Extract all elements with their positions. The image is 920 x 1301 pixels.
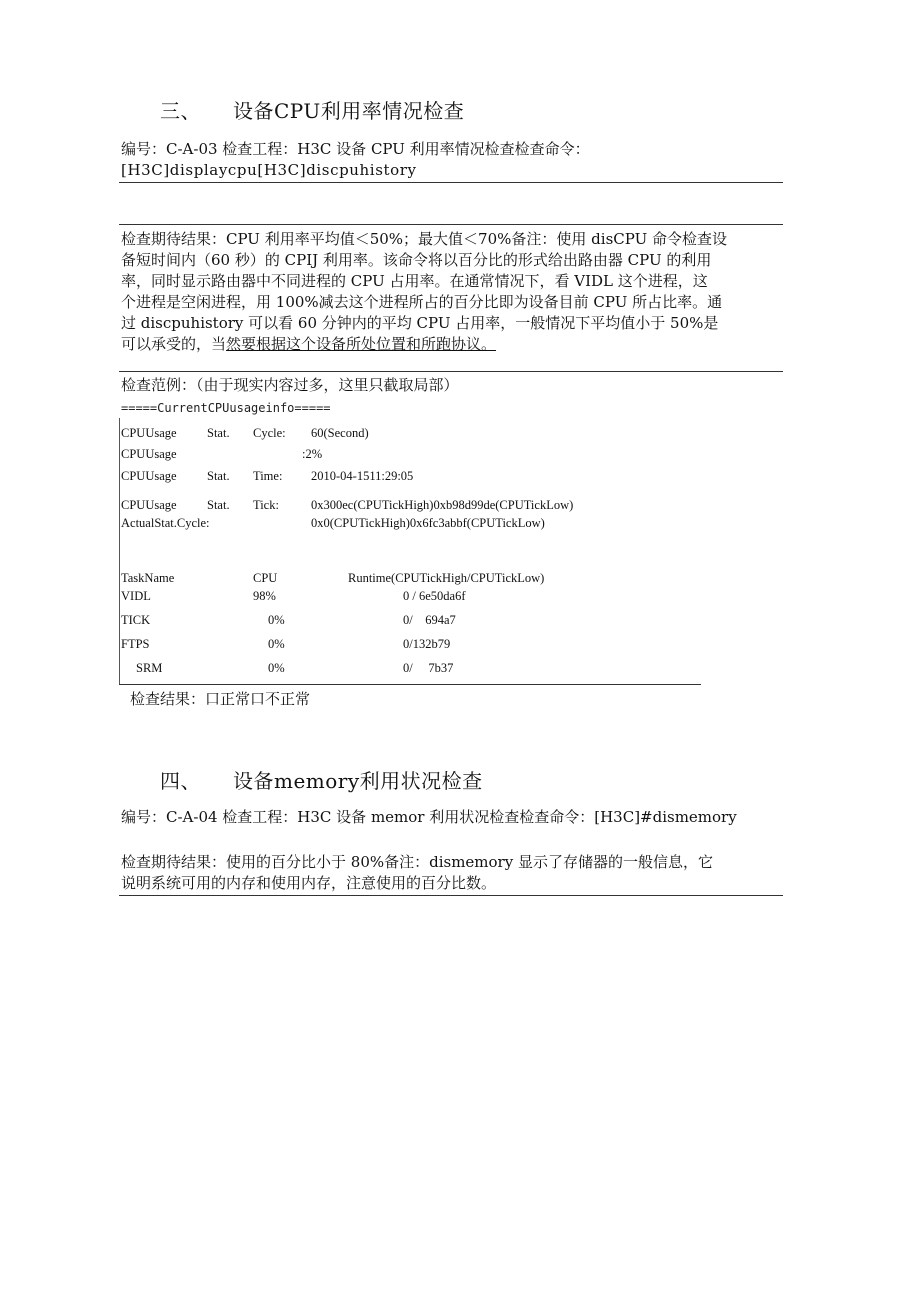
task-runtime: 0/ 694a7 bbox=[403, 613, 456, 627]
task-runtime: 0 / 6e50da6f bbox=[403, 589, 466, 603]
section3-example-label: 检查范例：（由于现实内容过多，这里只截取局部） bbox=[121, 376, 459, 394]
console-label: ActualStat.Cycle: bbox=[121, 516, 210, 530]
expected-last-underlined: 然要根据这个设备所处位置和所跑协议。 bbox=[226, 335, 497, 353]
expected-line: 个进程是空闲进程，用 100%减去这个进程所占的百分比即为设备目前 CPU 所占比率。通 bbox=[121, 293, 723, 311]
console-label: Stat. bbox=[207, 426, 230, 440]
expected-line: 检查期待结果：使用的百分比小于 80%备注：dismemory 显示了存储器的一般信息，它 bbox=[121, 853, 713, 871]
console-value: 60(Second) bbox=[311, 426, 369, 440]
console-label: Cycle: bbox=[253, 426, 286, 440]
divider bbox=[119, 182, 783, 183]
console-label: CPUUsage bbox=[121, 469, 177, 483]
expected-line: 说明系统可用的内存和使用内存，注意使用的百分比数。 bbox=[121, 874, 497, 892]
expected-line: 备短时间内（60 秒）的 CPIJ 利用率。该命令将以百分比的形式给出路由器 CPU 的利用 bbox=[121, 251, 712, 269]
task-name: VIDL bbox=[121, 589, 151, 603]
task-name: FTPS bbox=[121, 637, 150, 651]
section3-info-line2: [H3C]displaycpu[H3C]discpuhistory bbox=[121, 161, 417, 179]
console-value: 0x300ec(CPUTickHigh)0xb98d99de(CPUTickLow) bbox=[311, 498, 574, 512]
console-label: CPUUsage bbox=[121, 426, 177, 440]
divider bbox=[119, 895, 783, 896]
section4-title: 设备memory利用状况检查 bbox=[233, 769, 483, 793]
console-label: CPUUsage bbox=[121, 447, 177, 461]
task-column-header: Runtime(CPUTickHigh/CPUTickLow) bbox=[348, 571, 545, 585]
task-column-header: CPU bbox=[253, 571, 278, 585]
expected-line: 率，同时显示路由器中不同进程的 CPU 占用率。在通常情况下，看 VIDL 这个进程，这 bbox=[121, 272, 708, 290]
console-label: Time: bbox=[253, 469, 283, 483]
expected-line: 过 discpuhistory 可以看 60 分钟内的平均 CPU 占用率，一般情况下平均值小于 50%是 bbox=[121, 314, 719, 332]
console-label: Stat. bbox=[207, 469, 230, 483]
console-border-left bbox=[119, 418, 120, 684]
console-header: =====CurrentCPUusageinfo===== bbox=[121, 401, 331, 415]
console-value: 2010-04-1511:29:05 bbox=[311, 469, 414, 483]
task-cpu: 0% bbox=[268, 661, 285, 675]
task-name: TICK bbox=[121, 613, 151, 627]
section3-number: 三、 bbox=[160, 99, 201, 123]
section3-result: 检查结果：口正常口不正常 bbox=[130, 690, 311, 708]
expected-last-plain: 可以承受的，当 bbox=[121, 335, 227, 353]
section4-expected-text bbox=[121, 852, 781, 894]
task-cpu: 0% bbox=[268, 637, 285, 651]
task-cpu: 0% bbox=[268, 613, 285, 627]
section4-number: 四、 bbox=[160, 769, 201, 793]
console-value: 0x0(CPUTickHigh)0x6fc3abbf(CPUTickLow) bbox=[311, 516, 545, 530]
task-name: SRM bbox=[136, 661, 163, 675]
task-column-header: TaskName bbox=[121, 571, 175, 585]
divider bbox=[119, 224, 783, 225]
console-label: Tick: bbox=[253, 498, 279, 512]
expected-line: 检查期待结果：CPU 利用率平均值＜50%；最大值＜70%备注：使用 disCPU 命令检查设 bbox=[121, 230, 727, 248]
console-label: Stat. bbox=[207, 498, 230, 512]
expected-line-last bbox=[121, 334, 781, 355]
task-cpu: 98% bbox=[253, 589, 276, 603]
console-label: CPUUsage bbox=[121, 498, 177, 512]
task-runtime: 0/132b79 bbox=[403, 637, 451, 651]
section4-info-line: 编号：C-A-04 检查工程：H3C 设备 memor 利用状况检查检查命令：[H3C]#dismemory bbox=[121, 808, 737, 826]
section3-info-line1: 编号：C-A-03 检查工程：H3C 设备 CPU 利用率情况检查检查命令： bbox=[121, 140, 590, 158]
task-runtime: 0/ 7b37 bbox=[403, 661, 454, 675]
section3-expected-text bbox=[121, 229, 781, 355]
section3-title: 设备CPU利用率情况检查 bbox=[233, 99, 465, 123]
console-value: :2% bbox=[302, 447, 323, 461]
divider bbox=[119, 371, 783, 372]
console-border-bottom bbox=[119, 684, 701, 685]
